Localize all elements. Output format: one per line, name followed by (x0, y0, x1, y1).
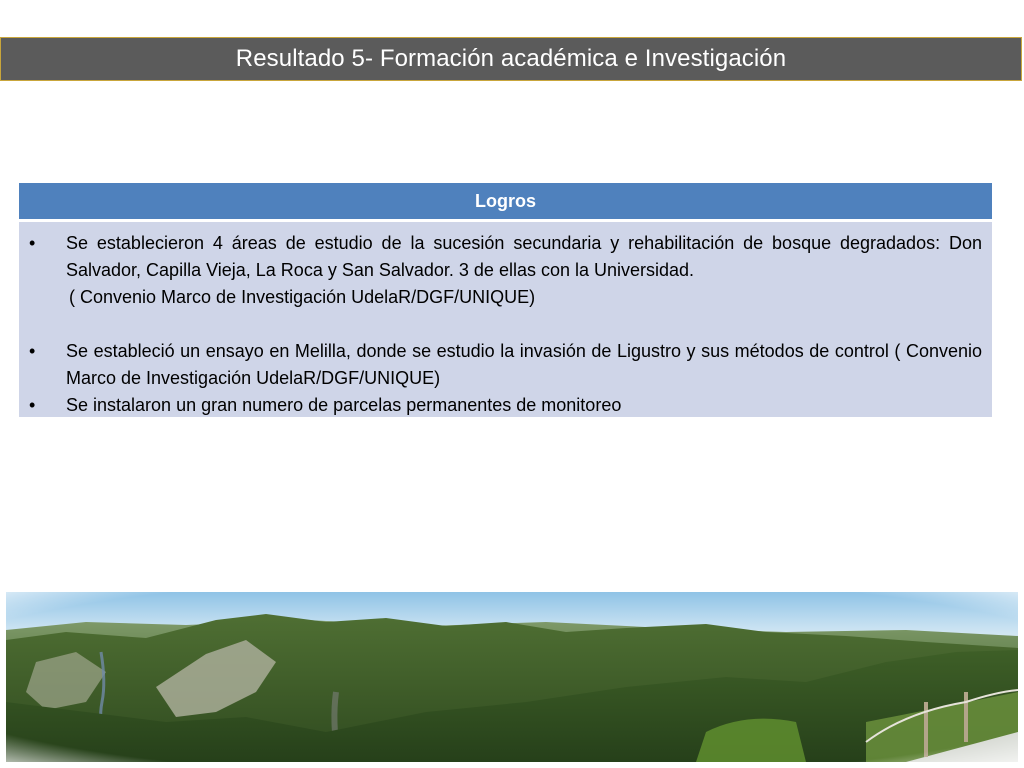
logros-table-header: Logros (19, 183, 992, 219)
landscape-illustration (6, 592, 1018, 762)
slide-title-bar (0, 37, 1022, 81)
list-item-text: Se establecieron 4 áreas de estudio de la sucesión secundaria y rehabilitación de bosque degradados: Don Salvador, Capilla Vieja, La Roca y San Salvador. 3 de ellas con la Universidad. (66, 233, 982, 280)
landscape-photo (6, 592, 1018, 762)
bullet-icon: • (29, 395, 36, 415)
bullet-icon: • (29, 341, 36, 361)
list-item (27, 338, 982, 392)
bullet-icon: • (29, 233, 36, 253)
list-item-text: Se instalaron un gran numero de parcelas permanentes de monitoreo (66, 395, 622, 415)
list-item-text: Se estableció un ensayo en Melilla, donde se estudio la invasión de Ligustro y sus métodos de control ( Convenio Marco de Investigación UdelaR/DGF/UNIQUE) (66, 341, 982, 388)
slide-title: Resultado 5- Formación académica e Investigación (235, 45, 787, 72)
list-item (27, 230, 982, 311)
list-item-subline: ( Convenio Marco de Investigación UdelaR/DGF/UNIQUE) (69, 287, 536, 307)
logros-table-body (19, 222, 992, 417)
logros-table (19, 183, 992, 417)
list-item (27, 392, 982, 419)
